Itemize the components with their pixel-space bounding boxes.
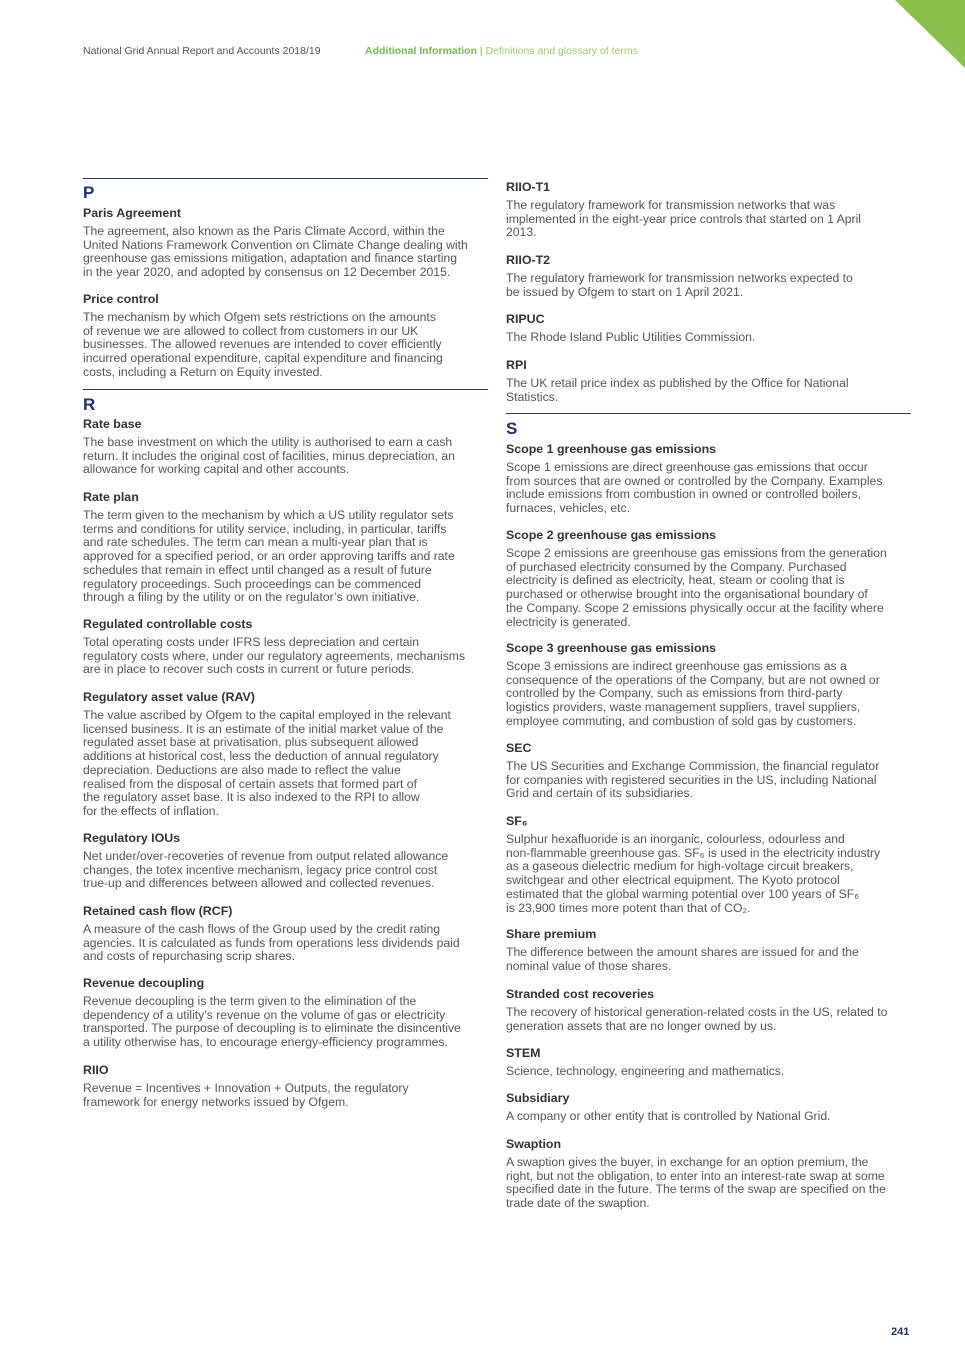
glossary-entry bbox=[83, 1063, 493, 1109]
glossary-definition: The Rhode Island Public Utilities Commission. bbox=[506, 330, 756, 344]
glossary-term: SEC bbox=[506, 741, 532, 755]
glossary-term: Regulatory IOUs bbox=[83, 831, 181, 845]
glossary-definition: A swaption gives the buyer, in exchange for an option premium, the right, but not the obligation, to enter into an interest-rate swap at some specified date in the future. The terms of the swap are specified on the trade date of the swaption. bbox=[506, 1155, 886, 1211]
glossary-definition: The UK retail price index as published by the Office for National Statistics. bbox=[506, 376, 849, 404]
section-title: Additional Information bbox=[365, 45, 477, 57]
glossary-definition: The difference between the amount shares are issued for and the nominal value of those shares. bbox=[506, 945, 859, 973]
page-number: 241 bbox=[891, 1326, 910, 1338]
corner-triangle-decoration bbox=[895, 0, 965, 68]
glossary-term: Retained cash flow (RCF) bbox=[83, 904, 233, 918]
section-letter-s: S bbox=[506, 419, 518, 438]
glossary-term: Revenue decoupling bbox=[83, 976, 205, 990]
glossary-term: Paris Agreement bbox=[83, 206, 182, 220]
glossary-definition: The value ascribed by Ofgem to the capital employed in the relevant licensed business. It is an estimate of the initial market value of the regulated asset base at privatisation, plus subsequent allowed additions at historical cost, less the deduction of annual regulatory depreciation. Deductions are also made to reflect the value realised from the disposal of certain assets that formed part of the regulatory asset base. It is also indexed to the RPI to allow for the effects of inflation. bbox=[83, 708, 451, 818]
glossary-entry bbox=[506, 1137, 916, 1211]
glossary-entry bbox=[506, 180, 916, 240]
glossary-definition: Revenue decoupling is the term given to the elimination of the dependency of a utility’s revenue on the volume of gas or electricity transported. The purpose of decoupling is to eliminate the disincentive a utility otherwise has, to encourage energy-efficiency programmes. bbox=[83, 994, 461, 1050]
glossary-definition: The agreement, also known as the Paris Climate Accord, within the United Nations Framework Convention on Climate Change dealing with greenhouse gas emissions mitigation, adaptation and finance starting in the year 2020, and adopted by consensus on 12 December 2015. bbox=[83, 224, 468, 280]
glossary-entry bbox=[506, 253, 916, 299]
glossary-definition: Net under/over-recoveries of revenue from output related allowance changes, the totex incentive mechanism, legacy price control cost true-up and differences between allowed and collected revenues. bbox=[83, 849, 449, 891]
glossary-entry bbox=[83, 417, 493, 477]
glossary-entry bbox=[506, 1046, 916, 1079]
glossary-entry bbox=[506, 814, 916, 915]
section-breadcrumb bbox=[365, 45, 638, 57]
glossary-term: Rate plan bbox=[83, 490, 139, 504]
glossary-term: RIIO-T2 bbox=[506, 253, 551, 267]
running-header bbox=[83, 45, 638, 57]
glossary-definition: The term given to the mechanism by which a US utility regulator sets terms and conditions for utility service, including, in particular, tariffs and rate schedules. The term can mean a multi-year plan that is approved for a specified period, or an order approving tariffs and rate schedules that remain in effect until changed as a result of future regulatory proceedings. Such proceedings can be commenced through a filing by the utility or on the regulator’s own initiative. bbox=[83, 508, 455, 605]
glossary-term: RIIO-T1 bbox=[506, 180, 551, 194]
glossary-definition: Scope 2 emissions are greenhouse gas emissions from the generation of purchased electricity consumed by the Company. Purchased electricity is defined as electricity, heat, steam or cooling that is purchased or otherwise brought into the organisational boundary of the Company. Scope 2 emissions physically occur at the facility where electricity is generated. bbox=[506, 546, 887, 629]
section-rule bbox=[83, 389, 488, 390]
glossary-term: Regulated controllable costs bbox=[83, 617, 253, 631]
glossary-definition: The recovery of historical generation-related costs in the US, related to generation assets that are no longer owned by us. bbox=[506, 1005, 888, 1033]
glossary-entry bbox=[506, 987, 916, 1033]
glossary-term: STEM bbox=[506, 1046, 541, 1060]
glossary-entry bbox=[83, 831, 493, 891]
glossary-definition: Sulphur hexafluoride is an inorganic, colourless, odourless and non-flammable greenhouse gas. SF₆ is used in the electricity industry as a gaseous dielectric medium for high-voltage circuit breakers, switchgear and other electrical equipment. The Kyoto protocol estimated that the global warming potential over 100 years of SF₆ is 23,900 times more potent than that of CO₂. bbox=[506, 832, 881, 915]
glossary-term: Scope 3 greenhouse gas emissions bbox=[506, 641, 717, 655]
glossary-definition: The base investment on which the utility is authorised to earn a cash return. It includes the original cost of facilities, minus depreciation, an allowance for working capital and other accounts. bbox=[83, 435, 455, 477]
glossary-entry bbox=[83, 206, 493, 280]
glossary-term: Scope 2 greenhouse gas emissions bbox=[506, 528, 717, 542]
glossary-entry bbox=[83, 690, 493, 819]
glossary-entry bbox=[506, 442, 916, 516]
glossary-term: SF₆ bbox=[506, 814, 528, 828]
glossary-term: RIPUC bbox=[506, 312, 545, 326]
section-rule bbox=[506, 413, 911, 414]
glossary-term: Scope 1 greenhouse gas emissions bbox=[506, 442, 717, 456]
glossary-term: Price control bbox=[83, 292, 159, 306]
glossary-definition: A measure of the cash flows of the Group used by the credit rating agencies. It is calculated as funds from operations less dividends paid and costs of repurchasing scrip shares. bbox=[83, 922, 460, 964]
glossary-definition: A company or other entity that is controlled by National Grid. bbox=[506, 1109, 831, 1123]
glossary-term: Subsidiary bbox=[506, 1091, 570, 1105]
glossary-entry bbox=[506, 641, 916, 729]
glossary-term: Regulatory asset value (RAV) bbox=[83, 690, 255, 704]
glossary-term: Swaption bbox=[506, 1137, 562, 1151]
glossary-definition: Scope 3 emissions are indirect greenhouse gas emissions as a consequence of the operations of the Company, but are not owned or controlled by the Company, such as emissions from third-party logistics providers, waste management suppliers, travel suppliers, employee commuting, and combustion of sold gas by customers. bbox=[506, 659, 880, 728]
glossary-entry bbox=[83, 490, 493, 605]
glossary-definition: The mechanism by which Ofgem sets restrictions on the amounts of revenue we are allowed to collect from customers in our UK businesses. The allowed revenues are intended to cover efficiently incurred operational expenditure, capital expenditure and financing costs, including a Return on Equity invested. bbox=[83, 310, 443, 379]
glossary-entry bbox=[83, 617, 493, 677]
section-letter-r: R bbox=[83, 395, 96, 414]
glossary-term: Rate base bbox=[83, 417, 142, 431]
breadcrumb-separator: | bbox=[479, 45, 483, 57]
glossary-definition: Total operating costs under IFRS less depreciation and certain regulatory costs where, under our regulatory agreements, mechanisms are in place to recover such costs in current or future periods. bbox=[83, 635, 466, 677]
glossary-definition: The regulatory framework for transmission networks expected to be issued by Ofgem to start on 1 April 2021. bbox=[506, 271, 853, 299]
glossary-entry bbox=[506, 741, 916, 801]
glossary-entry bbox=[506, 1091, 916, 1124]
glossary-entry bbox=[506, 528, 916, 629]
publication-title: National Grid Annual Report and Accounts 2018/19 bbox=[83, 45, 321, 57]
glossary-entry bbox=[83, 292, 493, 380]
glossary-entry bbox=[506, 927, 916, 973]
glossary-definition: Scope 1 emissions are direct greenhouse gas emissions that occur from sources that are owned or controlled by the Company. Examples include emissions from combustion in owned or controlled boilers, furnaces, vehicles, etc. bbox=[506, 460, 883, 516]
glossary-definition: The US Securities and Exchange Commission, the financial regulator for companies with registered securities in the US, including National Grid and certain of its subsidiaries. bbox=[506, 759, 880, 801]
glossary-term: Stranded cost recoveries bbox=[506, 987, 655, 1001]
glossary-definition: Revenue = Incentives + Innovation + Outputs, the regulatory framework for energy networks issued by Ofgem. bbox=[83, 1081, 409, 1109]
glossary-entry bbox=[83, 904, 493, 964]
subsection-title: Definitions and glossary of terms bbox=[485, 45, 638, 57]
glossary-entry bbox=[83, 976, 493, 1050]
glossary-term: RPI bbox=[506, 358, 527, 372]
glossary-entry bbox=[506, 312, 916, 345]
section-letter-p: P bbox=[83, 183, 95, 202]
section-rule bbox=[83, 178, 488, 179]
glossary-definition: Science, technology, engineering and mathematics. bbox=[506, 1064, 785, 1078]
glossary-term: Share premium bbox=[506, 927, 597, 941]
glossary-definition: The regulatory framework for transmission networks that was implemented in the eight-year price controls that started on 1 April 2013. bbox=[506, 198, 861, 240]
glossary-term: RIIO bbox=[83, 1063, 109, 1077]
glossary-entry bbox=[506, 358, 916, 404]
